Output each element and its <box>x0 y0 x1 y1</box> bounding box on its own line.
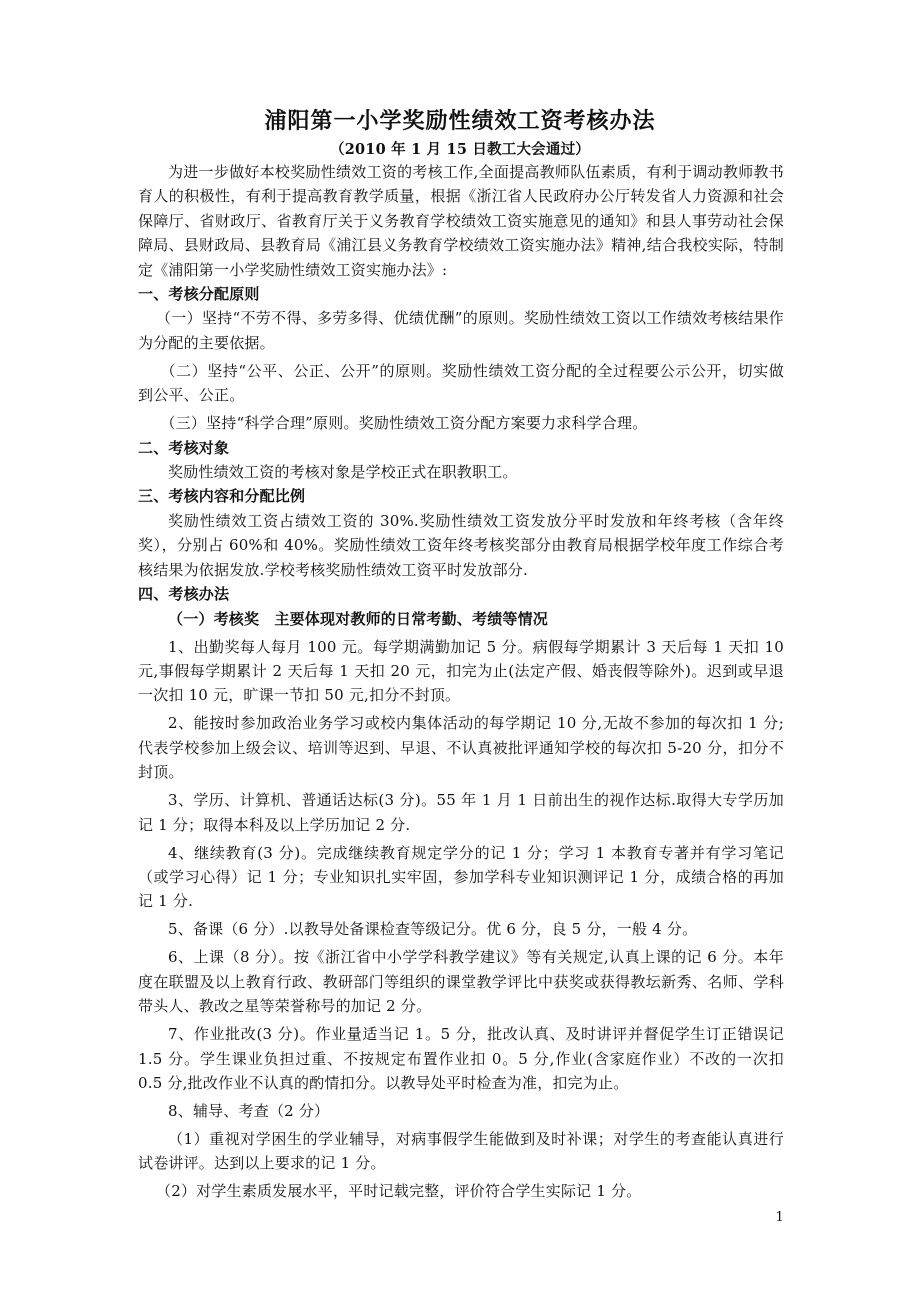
section-3-heading: 三、考核内容和分配比例 <box>138 487 306 506</box>
item-1-attendance: 1、出勤奖每人每月 100 元。每学期满勤加记 5 分。病假每学期累计 3 天后每 1 天扣 10 元,事假每学期累计 2 天后每 1 天扣 20 元，扣完为止(法定产假、婚丧假等除外)。迟到或早退一次扣 10 元，旷课一节扣 50 元,扣分不封顶。 <box>138 637 784 705</box>
section-2-paragraph-1: 奖励性绩效工资的考核对象是学校正式在职教职工。 <box>168 463 518 482</box>
item-8-tutoring: 8、辅导、考查（2 分） <box>168 1101 330 1120</box>
section-2-heading: 二、考核对象 <box>138 438 230 457</box>
item-5-lesson-prep: 5、备课（6 分）.以教导处备课检查等级记分。优 6 分，良 5 分，一般 4 分。 <box>168 920 698 939</box>
page-number: 1 <box>775 1210 784 1225</box>
intro-paragraph: 为进一步做好本校奖励性绩效工资的考核工作,全面提高教师队伍素质，有利于调动教师教书育人的积极性，有利于提高教育教学质量，根据《浙江省人民政府办公厅转发省人力资源和社会保障厅、省财政厅、省教育厅关于义务教育学校绩效工资实施意见的通知》和县人事劳动社会保障局、县财政局、县教育局《浦江县义务教育学校绩效工资实施办法》精神,结合我校实际，特制定《浦阳第一小学奖励性绩效工资实施办法》: <box>138 163 784 279</box>
document-body <box>138 160 784 1204</box>
document-subtitle: （2010 年 1 月 15 日教工大会通过） <box>330 141 590 158</box>
item-6-teaching: 6、上课（8 分）。按《浙江省中小学学科教学建议》等有关规定,认真上课的记 6 分。本年度在联盟及以上教育行政、教研部门等组织的课堂教学评比中获奖或获得教坛新秀、名师、学科带头人、教改之星等荣誉称号的加记 2 分。 <box>138 948 784 1016</box>
section-4-heading: 四、考核办法 <box>138 585 230 604</box>
item-8-sub-2: （2）对学生素质发展水平，平时记载完整，评价符合学生实际记 1 分。 <box>156 1182 642 1201</box>
section-4-subheading-1: （一）考核奖 主要体现对教师的日常考勤、考绩等情况 <box>168 609 549 628</box>
item-3-qualification: 3、学历、计算机、普通话达标(3 分)。55 年 1 月 1 日前出生的视作达标.取得大专学历加记 1 分；取得本科及以上学历加记 2 分. <box>138 791 784 834</box>
item-4-continuing-education: 4、继续教育(3 分)。完成继续教育规定学分的记 1 分；学习 1 本教育专著并有学习笔记（或学习心得）记 1 分；专业知识扎实牢固，参加学科专业知识测评记 1 分，成绩合格的再加记 1 分. <box>138 843 784 911</box>
item-2-study: 2、能按时参加政治业务学习或校内集体活动的每学期记 10 分,无故不参加的每次扣 1 分;代表学校参加上级会议、培训等迟到、早退、不认真被批评通知学校的每次扣 5-20 分，扣分不封顶。 <box>138 714 784 782</box>
section-1-paragraph-2: （二）坚持“公平、公正、公开”的原则。奖励性绩效工资分配的全过程要公示公开，切实做到公平、公正。 <box>138 361 784 405</box>
item-8-sub-1: （1）重视对学困生的学业辅导，对病事假学生能做到及时补课；对学生的考查能认真进行试卷讲评。达到以上要求的记 1 分。 <box>138 1129 784 1173</box>
section-3-paragraph-1: 奖励性绩效工资占绩效工资的 30%.奖励性绩效工资发放分平时发放和年终考核（含年终奖），分别占 60%和 40%。奖励性绩效工资年终考核奖部分由教育局根据学校年度工作综合考核结果为依据发放.学校考核奖励性绩效工资平时发放部分. <box>138 511 784 579</box>
section-1-paragraph-3: （三）坚持“科学合理”原则。奖励性绩效工资分配方案要力求科学合理。 <box>160 414 648 433</box>
document-title: 浦阳第一小学奖励性绩效工资考核办法 <box>264 108 656 134</box>
section-1-paragraph-1: （一）坚持“不劳不得、多劳多得、优绩优酬”的原则。奖励性绩效工资以工作绩效考核结果作为分配的主要依据。 <box>138 309 784 352</box>
section-1-heading: 一、考核分配原则 <box>138 285 260 304</box>
item-7-homework: 7、作业批改(3 分)。作业量适当记 1。5 分，批改认真、及时讲评并督促学生订正错误记 1.5 分。学生课业负担过重、不按规定布置作业扣 0。5 分,作业(含家庭作业）不改的一次扣 0.5 分,批改作业不认真的酌情扣分。以教导处平时检查为准，扣完为止。 <box>138 1025 784 1092</box>
